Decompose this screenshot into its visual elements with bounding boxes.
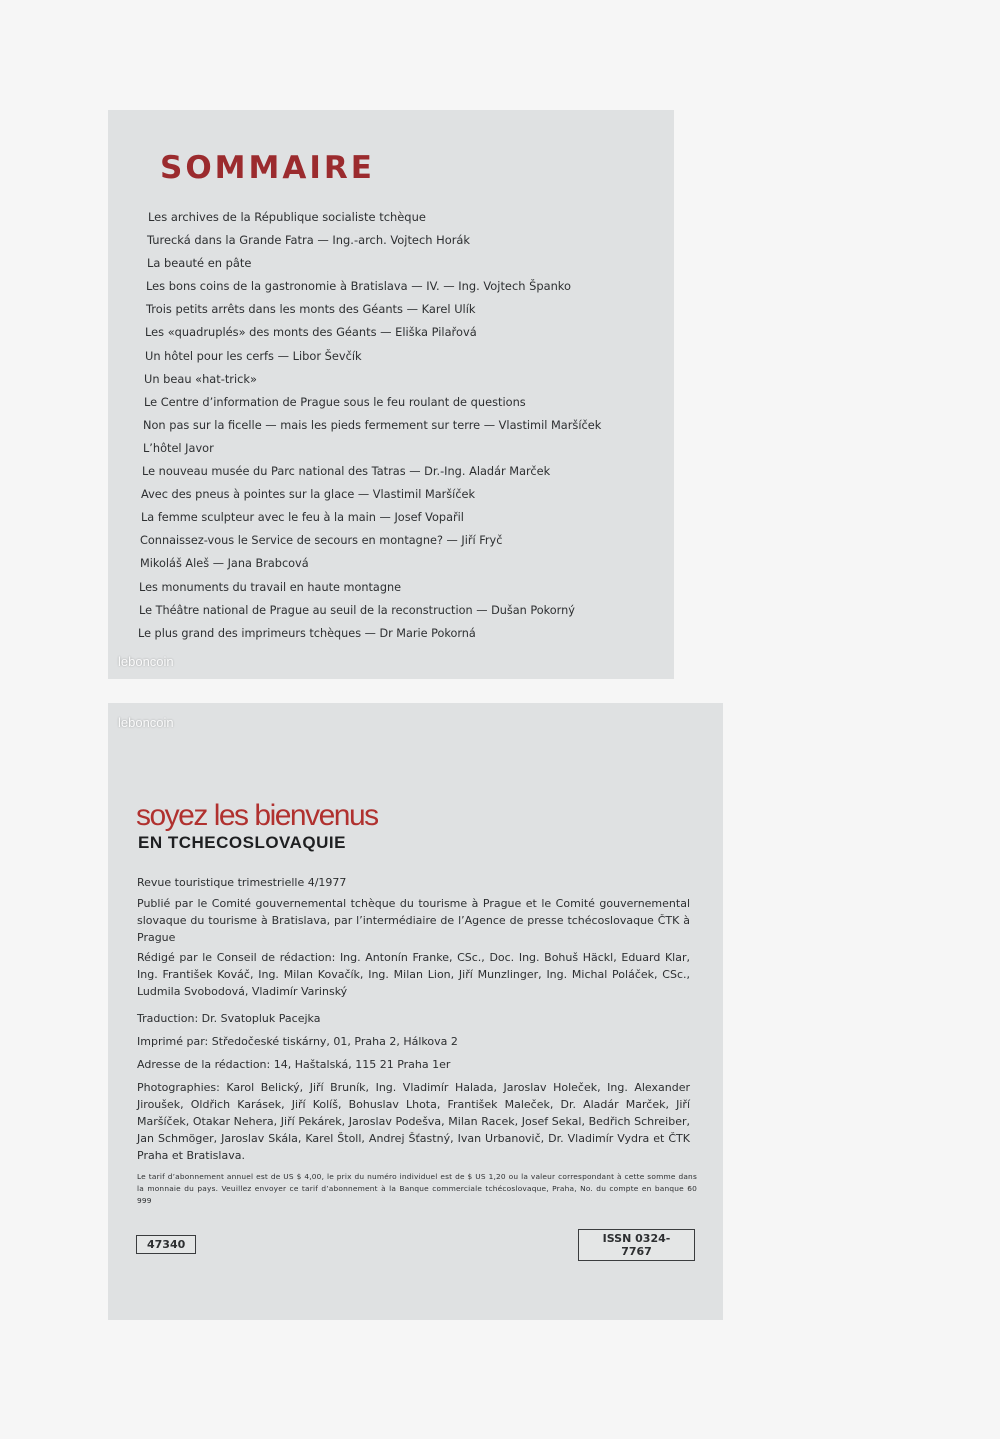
subscription-info: Le tarif d’abonnement annuel est de US $ 4,00, le prix du numéro individuel est de $ US 1,20 ou la valeur correspondant à cette somme dans la monnaie du pays. Veuillez envoyer ce tarif d’abonnement à la Banque commerciale tchécoslovaque, Praha, No. du compte en banque 60 999 <box>137 1172 697 1205</box>
toc-item: Non pas sur la ficelle — mais les pieds fermement sur terre — Vlastimil Maršíček <box>143 417 602 432</box>
sommaire-title: SOMMAIRE <box>160 150 375 186</box>
watermark-logo: leboncoin <box>118 715 174 730</box>
photo-credits: Photographies: Karol Belický, Jiří Bruník, Ing. Vladimír Halada, Jaroslav Holeček, Ing. Alexander Jiroušek, Oldřich Karásek, Jiří Kolíš, Bohuslav Lhota, František Maleček, Dr. Aladár Marček, Jiří Maršíček, Otakar Nehera, Jiří Pekárek, Jaroslav Podešva, Milan Racek, Josef Sekal, Bedřich Schreiber, Jan Schmöger, Jaroslav Skála, Karel Štoll, Andrej Šťastný, Ivan Urbanovič, Dr. Vladimír Vydra et ČTK Praha et Bratislava. <box>137 1081 690 1162</box>
toc-item: Trois petits arrêts dans les monts des Géants — Karel Ulík <box>145 302 476 317</box>
issue-number-box: 47340 <box>136 1235 196 1254</box>
table-of-contents <box>138 206 678 645</box>
toc-item: La femme sculpteur avec le feu à la main — Josef Vopařil <box>140 510 464 525</box>
toc-item: Les «quadruplés» des monts des Géants — Eliška Pilařová <box>145 325 477 340</box>
toc-item: Les bons coins de la gastronomie à Bratislava — IV. — Ing. Vojtech Španko <box>146 279 572 294</box>
watermark-logo: leboncoin <box>118 654 174 669</box>
magazine-title: soyez les bienvenus <box>136 799 378 832</box>
issn-box: ISSN 0324-7767 <box>578 1229 695 1261</box>
editorial-address: Adresse de la rédaction: 14, Haštalská, 115 21 Praha 1er <box>137 1058 451 1071</box>
toc-item: Turecká dans la Grande Fatra — Ing.-arch. Vojtech Horák <box>147 233 471 248</box>
publisher-info: Publié par le Comité gouvernemental tchèque du tourisme à Prague et le Comité gouvernemental slovaque du tourisme à Bratislava, par l’intermédiaire de l’Agence de presse tchécoslovaque ČTK à Prague <box>137 897 690 944</box>
toc-item: Les archives de la République socialiste tchèque <box>148 210 426 224</box>
toc-item: L’hôtel Javor <box>142 440 214 455</box>
toc-item: Un hôtel pour les cerfs — Libor Ševčík <box>144 348 362 363</box>
revue-line: Revue touristique trimestrielle 4/1977 <box>137 876 347 889</box>
toc-item: Mikoláš Aleš — Jana Brabcová <box>139 556 309 571</box>
toc-item: Connaissez-vous le Service de secours en montagne? — Jiří Fryč <box>140 533 503 548</box>
printer-credit: Imprimé par: Středočeské tiskárny, 01, Praha 2, Hálkova 2 <box>137 1035 458 1048</box>
translation-credit: Traduction: Dr. Svatopluk Pacejka <box>137 1012 321 1025</box>
toc-item: Le Théâtre national de Prague au seuil de la reconstruction — Dušan Pokorný <box>138 602 575 617</box>
toc-item: Un beau «hat-trick» <box>144 371 258 386</box>
toc-item: Les monuments du travail en haute montagne <box>139 579 402 594</box>
editorial-board: Rédigé par le Conseil de rédaction: Ing. Antonín Franke, CSc., Doc. Ing. Bohuš Häckl, Eduard Klar, Ing. František Kováč, Ing. Milan Kovačík, Ing. Milan Lion, Jiří Munzlinger, Ing. Michal Poláček, CSc., Ludmila Svobodová, Vladimír Varinský <box>137 951 690 998</box>
toc-item: Le plus grand des imprimeurs tchèques — Dr Marie Pokorná <box>138 625 476 640</box>
toc-item: Le Centre d’information de Prague sous le feu roulant de questions <box>143 394 526 409</box>
sommaire-panel <box>108 110 674 679</box>
magazine-subtitle: EN TCHECOSLOVAQUIE <box>138 833 346 852</box>
colophon-panel <box>108 703 723 1320</box>
toc-item: Le nouveau musée du Parc national des Tatras — Dr.-Ing. Aladár Marček <box>141 464 551 479</box>
toc-item: La beauté en pâte <box>146 256 252 271</box>
toc-item: Avec des pneus à pointes sur la glace — Vlastimil Maršíček <box>141 487 476 502</box>
